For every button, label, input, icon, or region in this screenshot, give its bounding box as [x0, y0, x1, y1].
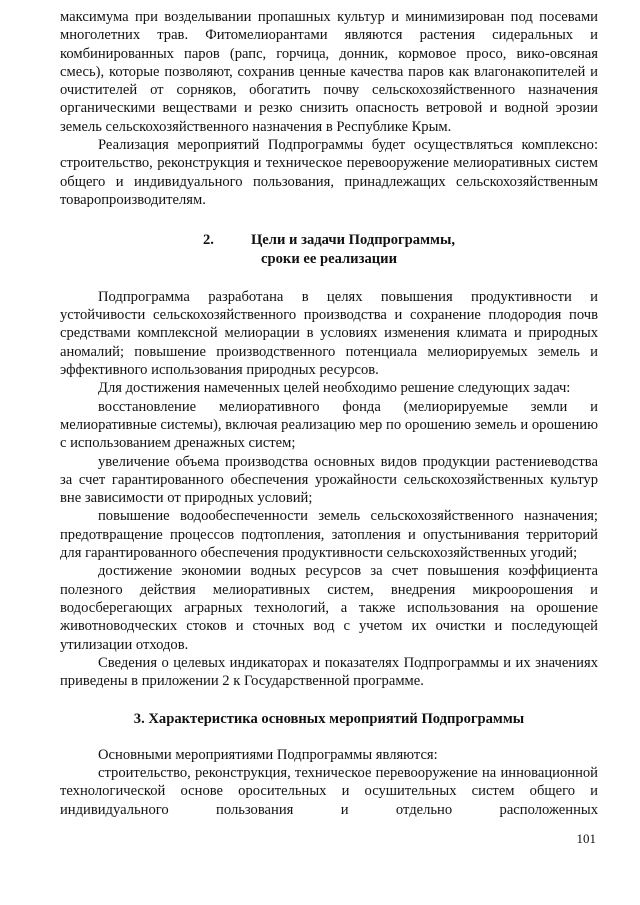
section-2-task-item: увеличение объема производства основных видов продукции растениеводства за счет гарантированного обеспечения урожайности сельскохозяйственных культур вне зависимости от природных условий;: [60, 453, 598, 507]
section-3-paragraph-intro: Основными мероприятиями Подпрограммы являются:: [98, 746, 438, 763]
page-number: 101: [576, 831, 596, 846]
section-2-task-item: повышение водообеспеченности земель сельскохозяйственного назначения; предотвращение процессов подтопления, затопления и опустынивания территорий для гарантированного обеспечения продуктивности сельскохозяйственных угодий;: [60, 508, 598, 562]
section-2-paragraph-goals: Подпрограмма разработана в целях повышения продуктивности и устойчивости сельскохозяйственного производства и сохранение плодородия почв средствами комплексной мелиорации в условиях изменения климата и природных аномалий; повышение производственного потенциала мелиорируемых земель и эффективного использования природных ресурсов.: [60, 288, 598, 379]
page-body: [60, 8, 598, 819]
section-2-title-line2: сроки ее реализации: [261, 250, 397, 267]
section-2-paragraph-tasks-intro: Для достижения намеченных целей необходимо решение следующих задач:: [98, 380, 571, 397]
section-2-number: 2.: [202, 232, 214, 249]
paragraph-implementation: Реализация мероприятий Подпрограммы будет осуществляться комплексно: строительство, реконструкция и техническое перевооружение мелиоративных систем общего и индивидуального пользования, принадлежащих сельскохозяйственным товаропроизводителям.: [60, 137, 598, 208]
section-2-task-item: достижение экономии водных ресурсов за счет повышения коэффициента полезного действия мелиоративных систем, внедрения микроорошения и водосберегающих аграрных технологий, а также использования на орошение животноводческих стоков и сточных вод с учетом их очистки и последующей утилизации отходов.: [60, 563, 598, 653]
section-3-paragraph-construction: строительство, реконструкция, техническое перевооружение на инновационной технологической основе оросительных и осушительных систем общего и индивидуального пользования и отдельно расположенных: [60, 764, 598, 818]
section-3-heading: 3. Характеристика основных мероприятий Подпрограммы: [133, 711, 525, 728]
paragraph-continuation: максимума при возделывании пропашных культур и минимизирован под посевами многолетних трав. Фитомелиорантами являются растения сидеральных и комбинированных паров (рапс, горчица, донник, кормовое просо, вико-овсяная смесь), которые позволяют, сохранив ценные качества паров как влагонакопителей и очистителей от сорняков, обогатить почву сельскохозяйственного назначения органическими веществами и резко снизить опасность ветровой и водной эрозии земель сельскохозяйственного назначения в Республике Крым.: [60, 9, 598, 135]
section-2-paragraph-indicators: Сведения о целевых индикаторах и показателях Подпрограммы и их значениях приведены в приложении 2 к Государственной программе.: [60, 654, 598, 690]
section-2-task-item: восстановление мелиоративного фонда (мелиорируемые земли и мелиоративные системы), включая реализацию мер по орошению земель и орошению с использованием дренажных систем;: [60, 398, 598, 452]
section-2-heading: [60, 231, 598, 268]
section-2-title-line1: Цели и задачи Подпрограммы,: [250, 232, 456, 249]
